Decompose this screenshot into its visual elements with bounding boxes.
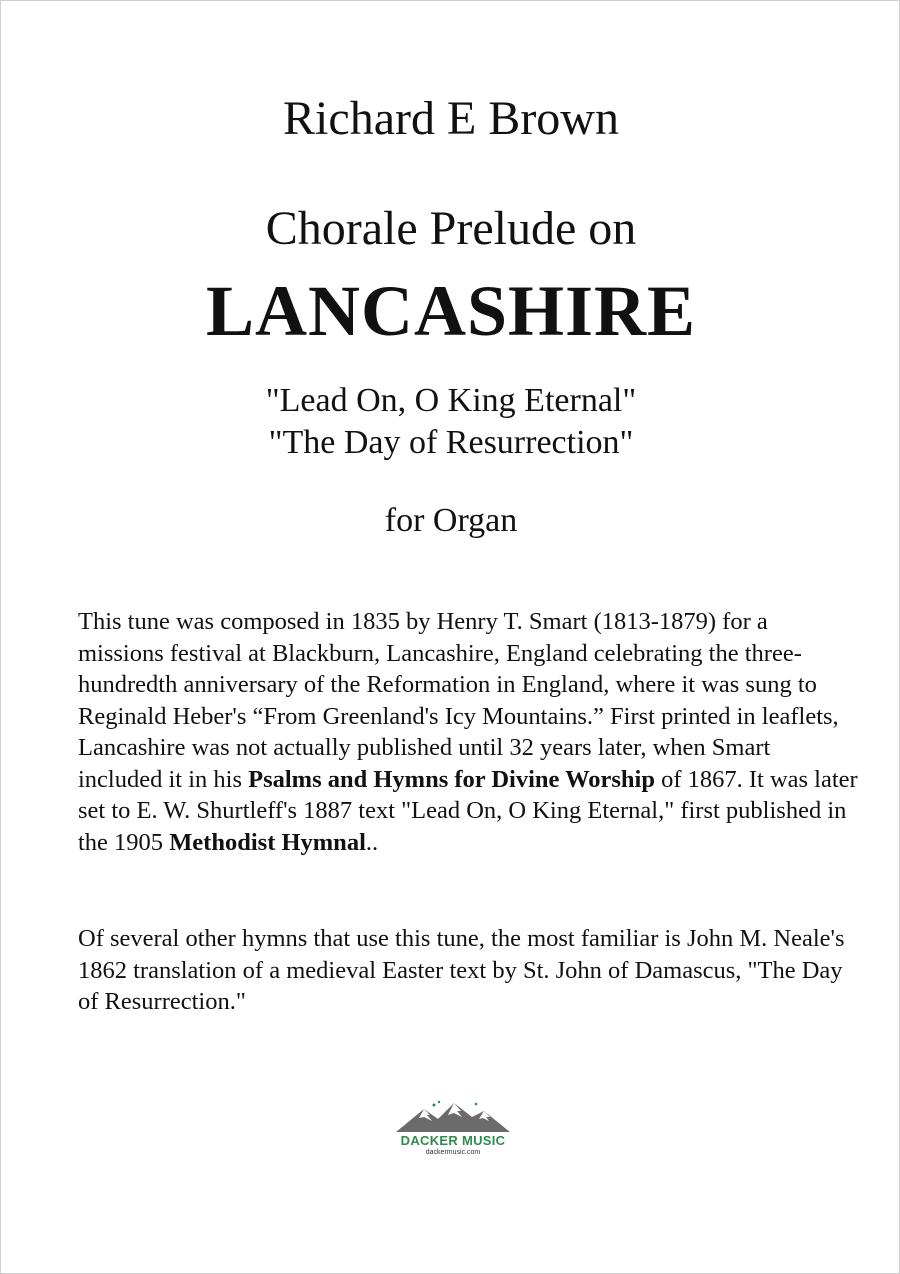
composer-name: Richard E Brown (283, 92, 619, 145)
piece-title: LANCASHIRE (205, 271, 697, 351)
hymnal-title-psalms: Psalms and Hymns for Divine Worship (248, 765, 655, 793)
instrumentation: for Organ (384, 502, 518, 539)
history-text-1: This tune was composed in 1835 by Henry T. Smart (1813-1879) for a missions festival at Blackburn, Lancashire, England celebrating the three-hundredth anniversary of the Reformation in England, where it was sung to Reginald Heber's “From Greenland's Icy Mountains.” First printed in leaflets, Lancashire was not actually published until 32 years later, when Smart included it in his (78, 608, 839, 793)
mountain-logo-icon (394, 1099, 512, 1133)
history-text-3: .. (365, 828, 379, 856)
piece-subtitle: Chorale Prelude on (265, 202, 637, 255)
hymnal-title-methodist: Methodist Hymnal (169, 828, 366, 856)
other-hymns-paragraph: Of several other hymns that use this tune, the most familiar is John M. Neale's 1862 translation of a medieval Easter text by St. John of Damascus, "The Day of Resurrection." (78, 925, 845, 1015)
publisher-logo (391, 1099, 515, 1157)
history-paragraph (78, 606, 858, 858)
history-text-2: of 1867. It was later set to E. W. Shurtleff's 1887 text "Lead On, O King Eternal," first published in the 1905 (78, 765, 858, 856)
publisher-name: DACKER MUSIC (400, 1133, 506, 1148)
hymn-title-2: "The Day of Resurrection" (268, 424, 634, 461)
publisher-url: dackermusic.com (425, 1149, 481, 1156)
hymn-title-1: "Lead On, O King Eternal" (265, 382, 637, 419)
